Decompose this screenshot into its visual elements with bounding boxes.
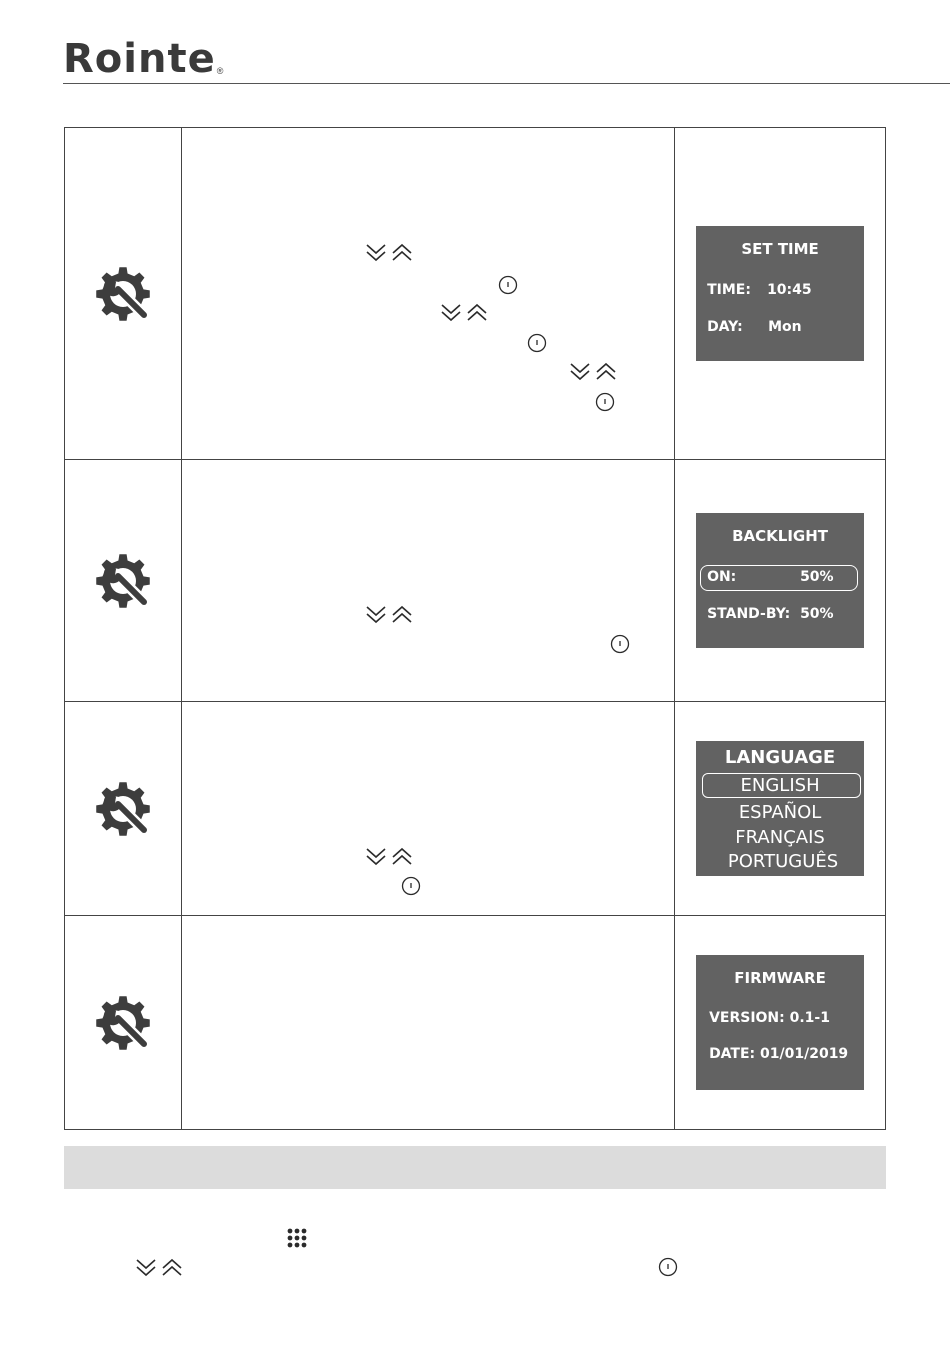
on-label: ON: [707,569,737,585]
screen-cell [675,460,886,702]
double-chevron-up-icon [391,847,413,867]
double-chevron-down-icon [365,847,387,867]
power-confirm-icon [595,392,615,412]
screen-cell [675,702,886,916]
power-confirm-icon [401,876,421,896]
arrow-pair [569,362,617,382]
table-row-firmware [65,916,886,1130]
settings-gear-wrench-icon [94,265,152,323]
double-chevron-up-icon [161,1258,183,1278]
double-chevron-down-icon [569,362,591,382]
screen-title: SET TIME [741,240,819,258]
arrow-pair [440,303,488,323]
power-confirm-icon [527,333,547,353]
icon-cell [65,916,182,1130]
language-option: PORTUGUÊS [727,851,839,872]
power-confirm-icon [610,634,630,654]
double-chevron-up-icon [595,362,617,382]
screen-cell [675,128,886,460]
standby-label: STAND-BY: [707,606,791,622]
double-chevron-up-icon [391,243,413,263]
description-cell [181,916,674,1130]
brand-logo [63,38,223,80]
double-chevron-down-icon [365,605,387,625]
backlight-screen [696,513,864,648]
language-option: ESPAÑOL [738,802,822,823]
double-chevron-down-icon [135,1258,157,1278]
screen-title: LANGUAGE [724,747,836,768]
double-chevron-up-icon [466,303,488,323]
settings-table [64,127,886,1130]
icon-cell [65,460,182,702]
registered-mark: ® [216,66,224,76]
language-option: FRANÇAIS [735,827,825,848]
power-confirm-icon [498,275,518,295]
language-screen [696,741,864,876]
language-option: ENGLISH [740,775,820,796]
firmware-screen [696,955,864,1090]
arrow-pair [135,1258,183,1278]
settings-gear-wrench-icon [94,994,152,1052]
double-chevron-down-icon [365,243,387,263]
double-chevron-up-icon [391,605,413,625]
header-divider [63,83,950,84]
settings-gear-wrench-icon [94,780,152,838]
table-row-language [65,702,886,916]
brand-name: Rointe [63,36,216,82]
firmware-version: VERSION: 0.1-1 [709,1010,830,1026]
day-value: Mon [768,319,802,335]
icon-cell [65,128,182,460]
description-cell [181,702,674,916]
on-value: 50% [800,569,834,585]
settings-gear-wrench-icon [94,552,152,610]
arrow-pair [365,605,413,625]
double-chevron-down-icon [440,303,462,323]
standby-value: 50% [800,606,834,622]
section-header-band [64,1146,886,1189]
arrow-pair [365,243,413,263]
table-row-backlight [65,460,886,702]
time-value: 10:45 [767,282,812,298]
icon-cell [65,702,182,916]
description-cell [181,460,674,702]
power-confirm-icon [658,1257,678,1277]
description-cell [181,128,674,460]
time-label: TIME: [707,282,751,298]
day-label: DAY: [707,319,743,335]
table-row-set-time [65,128,886,460]
set-time-screen [696,226,864,361]
screen-cell [675,916,886,1130]
firmware-date: DATE: 01/01/2019 [709,1046,849,1062]
screen-title: FIRMWARE [734,969,826,987]
screen-title: BACKLIGHT [732,527,829,545]
menu-grid-icon [286,1227,308,1249]
arrow-pair [365,847,413,867]
